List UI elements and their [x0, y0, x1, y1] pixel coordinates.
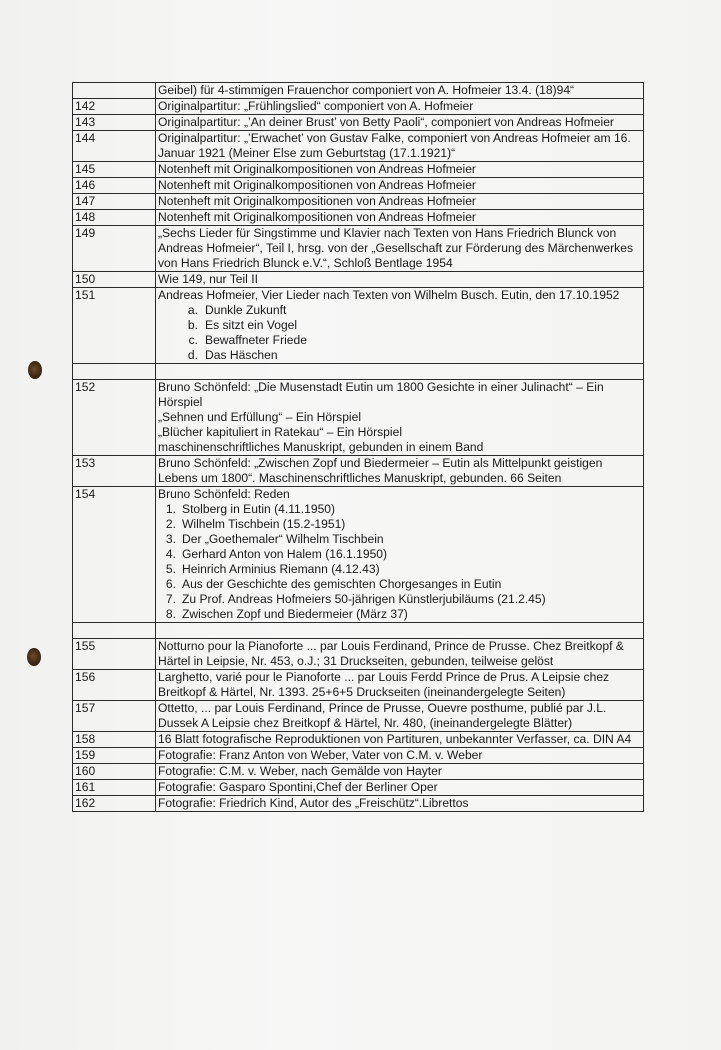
list-marker: 8. [165, 607, 176, 621]
list-item-text: Der „Goethemaler“ Wilhelm Tischbein [182, 532, 384, 546]
list-marker: 6. [165, 577, 176, 591]
table-row [73, 701, 644, 732]
table-row [73, 764, 644, 780]
entry-text: Fotografie: C.M. v. Weber, nach Gemälde von Hayter [156, 764, 644, 780]
table-row [73, 131, 644, 162]
entry-number: 150 [73, 272, 156, 288]
entry-number: 159 [73, 748, 156, 764]
list-item-text: Das Häschen [205, 348, 278, 362]
list-item-text: Heinrich Arminius Riemann (4.12.43) [182, 562, 380, 576]
entry-number: 155 [73, 639, 156, 670]
entry-text: 16 Blatt fotografische Reproduktionen von Partituren, unbekannter Verfasser, ca. DIN A4 [156, 732, 644, 748]
table-row [73, 226, 644, 272]
table-row [73, 99, 644, 115]
list-item [158, 502, 641, 517]
entry-text: Andreas Hofmeier, Vier Lieder nach Texten von Wilhelm Busch. Eutin, den 17.10.1952 [158, 288, 620, 302]
table-row [73, 732, 644, 748]
table-row [73, 288, 644, 364]
entry-number: 149 [73, 226, 156, 272]
entry-text: Wie 149, nur Teil II [156, 272, 644, 288]
list-marker: 2. [165, 517, 176, 531]
entry-text: Notturno pour la Pianoforte ... par Louis Ferdinand, Prince de Prusse. Chez Breitkopf & Härtel in Leipsie, Nr. 453, o.J.; 31 Druckseiten, gebunden, teilweise gelöst [156, 639, 644, 670]
table-row [73, 487, 644, 623]
list-item [158, 532, 641, 547]
list-item-text: Zu Prof. Andreas Hofmeiers 50-jährigen Künstlerjubiläums (21.2.45) [182, 592, 546, 606]
entry-text: Ottetto, ... par Louis Ferdinand, Prince de Prusse, Ouevre posthume, publié par J.L. Dussek A Leipsie chez Breitkopf & Härtel, Nr. 480, (ineinandergelegte Blätter) [156, 701, 644, 732]
empty-cell [73, 623, 156, 639]
entry-number: 160 [73, 764, 156, 780]
list-item [158, 348, 641, 363]
entry-number: 151 [73, 288, 156, 364]
list-marker: c. [188, 333, 198, 347]
punch-hole [28, 361, 42, 379]
entry-text: Bruno Schönfeld: Reden [158, 487, 290, 501]
entry-line: Bruno Schönfeld: „Die Musenstadt Eutin um 1800 Gesichte in einer Julinacht“ – Ein Hörspiel [158, 380, 604, 409]
entry-number: 158 [73, 732, 156, 748]
entry-text: Bruno Schönfeld: „Zwischen Zopf und Biedermeier – Eutin als Mittelpunkt geistigen Lebens um 1800“. Maschinenschriftliches Manuskript, gebunden. 66 Seiten [156, 456, 644, 487]
list-item [158, 562, 641, 577]
list-item [158, 333, 641, 348]
list-item-text: Stolberg in Eutin (4.11.1950) [182, 502, 336, 516]
entry-line: maschinenschriftliches Manuskript, gebunden in einem Band [158, 440, 484, 454]
list-marker: 7. [165, 592, 176, 606]
entry-number: 147 [73, 194, 156, 210]
entry-text: Geibel) für 4-stimmigen Frauenchor componiert von A. Hofmeier 13.4. (18)94“ [156, 83, 644, 99]
entry-line: „Blücher kapituliert in Ratekau“ – Ein Hörspiel [158, 425, 403, 439]
table-row [73, 670, 644, 701]
entry-text: Notenheft mit Originalkompositionen von Andreas Hofmeier [156, 162, 644, 178]
table-row [73, 796, 644, 812]
speech-list [158, 502, 641, 622]
empty-cell [156, 364, 644, 380]
entry-text: Originalpartitur: „’Erwachet’ von Gustav Falke, componiert von Andreas Hofmeier am 16. Januar 1921 (Meiner Else zum Geburtstag (17.1.1921)“ [156, 131, 644, 162]
entry-text: „Sechs Lieder für Singstimme und Klavier nach Texten von Hans Friedrich Blunck von Andreas Hofmeier“, Teil I, hrsg. von der „Gesellschaft zur Förderung des Märchenwerkes von Hans Friedrich Blunck e.V.“, Schloß Bentlage 1954 [156, 226, 644, 272]
table-row [73, 178, 644, 194]
entry-cell [156, 288, 644, 364]
entry-number: 156 [73, 670, 156, 701]
list-item [158, 592, 641, 607]
table-row [73, 83, 644, 99]
list-item-text: Dunkle Zukunft [205, 303, 287, 317]
list-item [158, 577, 641, 592]
list-item [158, 303, 641, 318]
list-item-text: Gerhard Anton von Halem (16.1.1950) [182, 547, 388, 561]
entry-cell [156, 380, 644, 456]
list-item [158, 607, 641, 622]
table-row [73, 115, 644, 131]
entry-text: Fotografie: Gasparo Spontini,Chef der Berliner Oper [156, 780, 644, 796]
entry-number: 143 [73, 115, 156, 131]
list-item-text: Wilhelm Tischbein (15.2-1951) [182, 517, 346, 531]
entry-number: 154 [73, 487, 156, 623]
entry-cell [156, 487, 644, 623]
entry-number: 153 [73, 456, 156, 487]
song-list [158, 303, 641, 363]
list-item [158, 547, 641, 562]
entry-number: 148 [73, 210, 156, 226]
list-item-text: Aus der Geschichte des gemischten Chorgesanges in Eutin [182, 577, 502, 591]
list-item [158, 318, 641, 333]
inventory-table [72, 82, 644, 812]
list-marker: 5. [165, 562, 176, 576]
table-row [73, 748, 644, 764]
spacer-row [73, 364, 644, 380]
entry-number: 146 [73, 178, 156, 194]
list-item [158, 517, 641, 532]
table-row [73, 456, 644, 487]
list-item-text: Es sitzt ein Vogel [205, 318, 298, 332]
entry-text: Originalpartitur: „Frühlingslied“ componiert von A. Hofmeier [156, 99, 644, 115]
spacer-row [73, 623, 644, 639]
list-marker: 3. [165, 532, 176, 546]
entry-text: Notenheft mit Originalkompositionen von Andreas Hofmeier [156, 178, 644, 194]
table-row [73, 780, 644, 796]
entry-text: Larghetto, varié pour le Pianoforte ... par Louis Ferdd Prince de Prus. A Leipsie chez Breitkopf & Härtel, Nr. 1393. 25+6+5 Druckseiten (ineinandergelegte Seiten) [156, 670, 644, 701]
entry-line: „Sehnen und Erfüllung“ – Ein Hörspiel [158, 410, 362, 424]
entry-text: Notenheft mit Originalkompositionen von Andreas Hofmeier [156, 194, 644, 210]
list-marker: 1. [165, 502, 176, 516]
list-item-text: Bewaffneter Friede [205, 333, 307, 347]
entry-number: 144 [73, 131, 156, 162]
list-marker: b. [187, 318, 198, 332]
list-marker: d. [187, 348, 198, 362]
table-row [73, 380, 644, 456]
entry-text: Fotografie: Franz Anton von Weber, Vater von C.M. v. Weber [156, 748, 644, 764]
empty-cell [73, 364, 156, 380]
empty-cell [156, 623, 644, 639]
entry-number: 152 [73, 380, 156, 456]
table-row [73, 639, 644, 670]
entry-number: 161 [73, 780, 156, 796]
entry-number: 157 [73, 701, 156, 732]
table-row [73, 194, 644, 210]
table-row [73, 210, 644, 226]
table-row [73, 272, 644, 288]
entry-number: 162 [73, 796, 156, 812]
list-marker: 4. [165, 547, 176, 561]
entry-number: 145 [73, 162, 156, 178]
table-row [73, 162, 644, 178]
entry-number: 142 [73, 99, 156, 115]
entry-text: Originalpartitur: „’An deiner Brust’ von Betty Paoli“, componiert von Andreas Hofmeier [156, 115, 644, 131]
punch-hole [27, 648, 41, 666]
entry-text: Notenheft mit Originalkompositionen von Andreas Hofmeier [156, 210, 644, 226]
entry-number [73, 83, 156, 99]
list-marker: a. [187, 303, 198, 317]
entry-text: Fotografie: Friedrich Kind, Autor des „Freischütz“.Librettos [156, 796, 644, 812]
list-item-text: Zwischen Zopf und Biedermeier (März 37) [182, 607, 408, 621]
